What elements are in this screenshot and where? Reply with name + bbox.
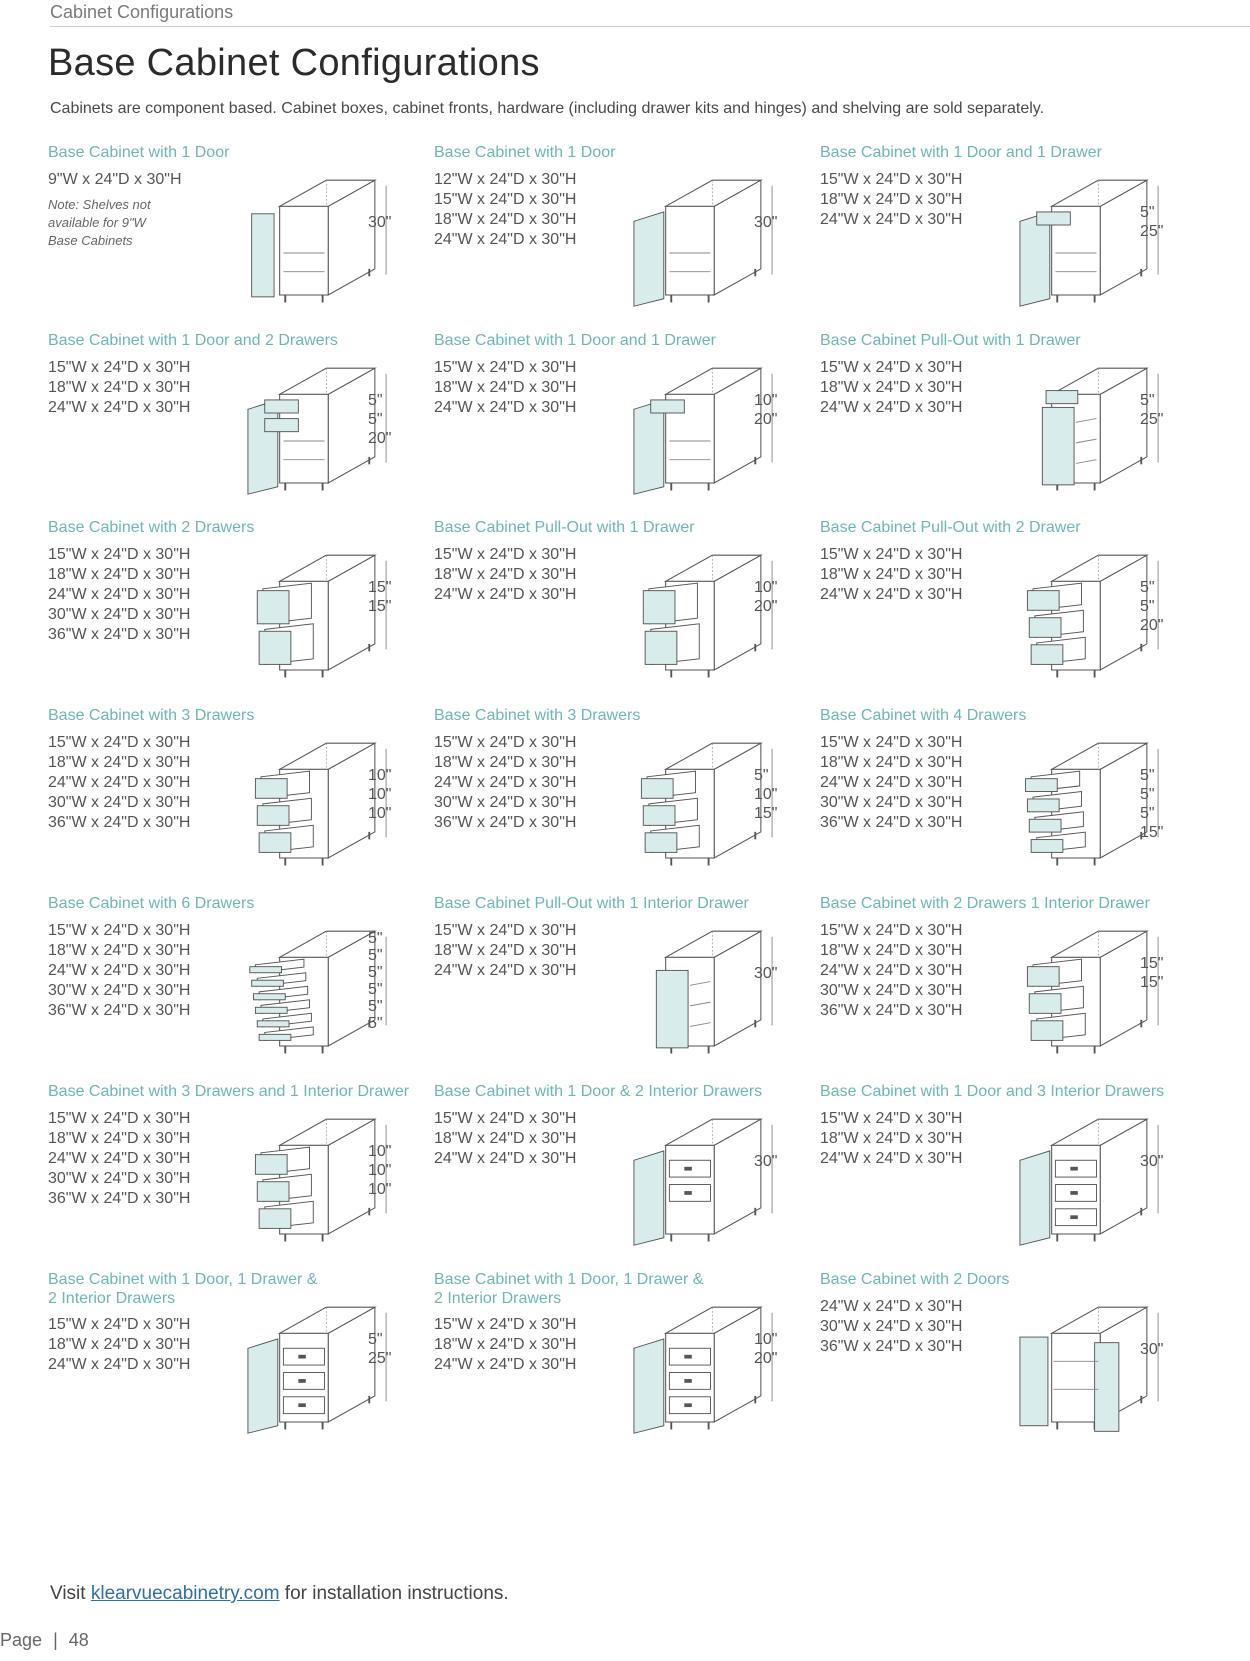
cabinet-title bbox=[434, 1082, 834, 1101]
cabinet-config bbox=[48, 143, 448, 333]
cabinet-config bbox=[434, 706, 834, 896]
dimension-label: 30" bbox=[754, 214, 778, 231]
dimension-label: 20" bbox=[754, 598, 778, 615]
size-option: 18"W x 24"D x 30"H bbox=[48, 1336, 191, 1353]
cabinet-title-line: Base Cabinet Pull-Out with 1 Drawer bbox=[434, 519, 695, 536]
cabinet-title-line: Base Cabinet Pull-Out with 1 Drawer bbox=[820, 332, 1081, 349]
size-option: 24"W x 24"D x 30"H bbox=[820, 774, 963, 791]
dimension-labels bbox=[754, 391, 777, 429]
dimension-label: 30" bbox=[1140, 1341, 1164, 1358]
page-separator: | bbox=[53, 1630, 58, 1650]
cabinet-title bbox=[820, 331, 1220, 350]
footer-pre: Visit bbox=[50, 1583, 91, 1604]
page-number-value: 48 bbox=[68, 1630, 89, 1650]
cabinet-title bbox=[820, 143, 1220, 162]
cabinet-title bbox=[434, 331, 834, 350]
dimension-labels bbox=[1140, 766, 1163, 842]
dimension-label: 5" bbox=[1140, 786, 1155, 803]
cabinet-title-line: Base Cabinet with 3 Drawers and 1 Interior Drawer bbox=[48, 1083, 410, 1100]
size-option: 18"W x 24"D x 30"H bbox=[434, 754, 577, 771]
dimension-label: 15" bbox=[1140, 824, 1164, 841]
cabinet-illustration bbox=[604, 169, 774, 309]
cabinet-title-line: Base Cabinet with 1 Door and 3 Interior Drawers bbox=[820, 1083, 1165, 1100]
cabinet-illustration bbox=[218, 732, 388, 872]
cabinet-config bbox=[48, 894, 448, 1084]
dimension-label: 30" bbox=[1140, 1153, 1164, 1170]
cabinet-config bbox=[820, 894, 1220, 1084]
dimension-label: 5" bbox=[1140, 392, 1155, 409]
size-option: 18"W x 24"D x 30"H bbox=[820, 379, 963, 396]
size-list bbox=[48, 170, 182, 190]
size-option: 24"W x 24"D x 30"H bbox=[48, 962, 191, 979]
size-option: 24"W x 24"D x 30"H bbox=[434, 774, 577, 791]
dimension-label: 15" bbox=[368, 579, 392, 596]
size-option: 15"W x 24"D x 30"H bbox=[434, 546, 577, 563]
size-option: 30"W x 24"D x 30"H bbox=[48, 606, 191, 623]
cabinet-title-line: Base Cabinet with 1 Door bbox=[48, 144, 230, 161]
dimension-label: 15" bbox=[1140, 955, 1164, 972]
cabinet-title-line: Base Cabinet with 3 Drawers bbox=[48, 707, 255, 724]
size-option: 36"W x 24"D x 30"H bbox=[48, 1002, 191, 1019]
dimension-labels bbox=[368, 1142, 391, 1199]
cabinet-config bbox=[48, 706, 448, 896]
dimension-label: 5" bbox=[1140, 598, 1155, 615]
size-option: 15"W x 24"D x 30"H bbox=[820, 546, 963, 563]
size-option: 15"W x 24"D x 30"H bbox=[820, 922, 963, 939]
dimension-label: 5" bbox=[1140, 204, 1155, 221]
size-list bbox=[434, 170, 576, 250]
size-option: 18"W x 24"D x 30"H bbox=[48, 1130, 191, 1147]
size-option: 18"W x 24"D x 30"H bbox=[820, 754, 963, 771]
cabinet-note-line: available for 9"W bbox=[48, 215, 146, 230]
dimension-label: 10" bbox=[368, 786, 392, 803]
size-option: 30"W x 24"D x 30"H bbox=[820, 794, 963, 811]
size-list bbox=[434, 545, 576, 605]
size-option: 24"W x 24"D x 30"H bbox=[820, 399, 963, 416]
dimension-label: 10" bbox=[368, 805, 392, 822]
size-option: 24"W x 24"D x 30"H bbox=[434, 586, 577, 603]
dimension-label: 15" bbox=[754, 805, 778, 822]
size-list bbox=[48, 733, 190, 833]
cabinet-illustration bbox=[990, 357, 1160, 497]
dimension-label: 5" bbox=[1140, 805, 1155, 822]
size-list bbox=[434, 358, 576, 418]
cabinet-title bbox=[820, 1082, 1220, 1101]
dimension-label: 5" bbox=[368, 964, 383, 981]
size-option: 18"W x 24"D x 30"H bbox=[434, 566, 577, 583]
size-list bbox=[434, 733, 576, 833]
size-option: 24"W x 24"D x 30"H bbox=[820, 962, 963, 979]
size-option: 18"W x 24"D x 30"H bbox=[820, 566, 963, 583]
size-option: 15"W x 24"D x 30"H bbox=[48, 1110, 191, 1127]
size-list bbox=[434, 921, 576, 981]
size-list bbox=[820, 358, 962, 418]
cabinet-config bbox=[820, 518, 1220, 708]
cabinet-title-line: Base Cabinet with 2 Drawers 1 Interior Drawer bbox=[820, 895, 1150, 912]
size-option: 15"W x 24"D x 30"H bbox=[434, 734, 577, 751]
cabinet-config bbox=[820, 1270, 1220, 1460]
dimension-label: 5" bbox=[368, 930, 383, 947]
size-option: 18"W x 24"D x 30"H bbox=[434, 211, 577, 228]
cabinet-illustration bbox=[218, 920, 388, 1060]
dimension-label: 25" bbox=[368, 1350, 392, 1367]
dimension-label: 5" bbox=[1140, 767, 1155, 784]
size-option: 15"W x 24"D x 30"H bbox=[820, 359, 963, 376]
cabinet-title bbox=[48, 331, 448, 350]
dimension-labels bbox=[368, 578, 391, 616]
dimension-labels bbox=[1140, 391, 1163, 429]
dimension-label: 5" bbox=[368, 981, 383, 998]
size-list bbox=[820, 545, 962, 605]
size-list bbox=[48, 358, 190, 418]
size-option: 24"W x 24"D x 30"H bbox=[48, 1150, 191, 1167]
cabinet-title bbox=[434, 706, 834, 725]
cabinet-illustration bbox=[604, 1296, 774, 1436]
cabinet-title bbox=[48, 706, 448, 725]
size-option: 18"W x 24"D x 30"H bbox=[48, 754, 191, 771]
cabinet-config bbox=[48, 331, 448, 521]
size-list bbox=[434, 1109, 576, 1169]
size-option: 18"W x 24"D x 30"H bbox=[434, 379, 577, 396]
dimension-labels bbox=[368, 766, 391, 823]
cabinet-config bbox=[48, 1270, 448, 1460]
dimension-label: 20" bbox=[754, 411, 778, 428]
cabinet-title-line: Base Cabinet with 3 Drawers bbox=[434, 707, 641, 724]
cabinet-config bbox=[48, 518, 448, 708]
page-title: Base Cabinet Configurations bbox=[48, 42, 540, 84]
cabinet-title-line: Base Cabinet with 2 Doors bbox=[820, 1271, 1010, 1288]
cabinet-title-line: Base Cabinet with 4 Drawers bbox=[820, 707, 1027, 724]
dimension-labels bbox=[754, 578, 777, 616]
cabinet-title-line: Base Cabinet Pull-Out with 1 Interior Drawer bbox=[434, 895, 749, 912]
dimension-label: 5" bbox=[754, 767, 769, 784]
size-option: 24"W x 24"D x 30"H bbox=[48, 1356, 191, 1373]
size-list bbox=[820, 733, 962, 833]
cabinet-title bbox=[820, 1270, 1220, 1289]
dimension-label: 5" bbox=[1140, 579, 1155, 596]
dimension-label: 20" bbox=[368, 430, 392, 447]
cabinet-title bbox=[434, 518, 834, 537]
dimension-label: 15" bbox=[1140, 974, 1164, 991]
size-option: 15"W x 24"D x 30"H bbox=[820, 1110, 963, 1127]
cabinet-title-line: Base Cabinet with 1 Door & 2 Interior Drawers bbox=[434, 1083, 763, 1100]
header-rule bbox=[50, 26, 1250, 27]
cabinet-config bbox=[434, 331, 834, 521]
dimension-label: 10" bbox=[368, 1143, 392, 1160]
size-option: 24"W x 24"D x 30"H bbox=[434, 962, 577, 979]
size-option: 18"W x 24"D x 30"H bbox=[48, 942, 191, 959]
size-list bbox=[434, 1315, 576, 1375]
cabinet-config bbox=[434, 518, 834, 708]
cabinet-title-line: Base Cabinet with 1 Door, 1 Drawer & bbox=[48, 1271, 318, 1288]
size-option: 30"W x 24"D x 30"H bbox=[434, 794, 577, 811]
size-option: 15"W x 24"D x 30"H bbox=[434, 359, 577, 376]
cabinet-title bbox=[434, 143, 834, 162]
cabinet-title-line: Base Cabinet with 1 Door and 2 Drawers bbox=[48, 332, 338, 349]
dimension-label: 5" bbox=[368, 411, 383, 428]
cabinet-config bbox=[434, 894, 834, 1084]
size-option: 24"W x 24"D x 30"H bbox=[820, 1150, 963, 1167]
cabinet-title-line: Base Cabinet with 6 Drawers bbox=[48, 895, 255, 912]
size-list bbox=[48, 921, 190, 1021]
size-list bbox=[48, 1315, 190, 1375]
size-option: 15"W x 24"D x 30"H bbox=[48, 359, 191, 376]
dimension-labels bbox=[1140, 203, 1163, 241]
size-option: 30"W x 24"D x 30"H bbox=[48, 794, 191, 811]
size-option: 24"W x 24"D x 30"H bbox=[48, 399, 191, 416]
dimension-labels bbox=[1140, 1152, 1163, 1171]
dimension-label: 10" bbox=[368, 1162, 392, 1179]
dimension-label: 30" bbox=[368, 214, 392, 231]
size-option: 12"W x 24"D x 30"H bbox=[434, 171, 577, 188]
size-option: 24"W x 24"D x 30"H bbox=[48, 774, 191, 791]
footer-post: for installation instructions. bbox=[279, 1583, 509, 1604]
size-list bbox=[820, 170, 962, 230]
cabinet-illustration bbox=[604, 1108, 774, 1248]
dimension-labels bbox=[368, 1330, 391, 1368]
dimension-label: 10" bbox=[754, 392, 778, 409]
size-option: 15"W x 24"D x 30"H bbox=[48, 922, 191, 939]
cabinet-title-line: Base Cabinet with 2 Drawers bbox=[48, 519, 255, 536]
cabinet-illustration bbox=[218, 169, 388, 309]
cabinet-note-line: Note: Shelves not bbox=[48, 197, 151, 212]
size-option: 30"W x 24"D x 30"H bbox=[820, 1318, 963, 1335]
size-option: 18"W x 24"D x 30"H bbox=[820, 942, 963, 959]
dimension-labels bbox=[754, 766, 777, 823]
cabinet-title bbox=[48, 143, 448, 162]
cabinet-title bbox=[48, 894, 448, 913]
size-option: 24"W x 24"D x 30"H bbox=[48, 586, 191, 603]
size-option: 18"W x 24"D x 30"H bbox=[434, 1336, 577, 1353]
cabinet-illustration bbox=[218, 544, 388, 684]
size-option: 15"W x 24"D x 30"H bbox=[48, 1316, 191, 1333]
size-option: 24"W x 24"D x 30"H bbox=[434, 1150, 577, 1167]
size-option: 30"W x 24"D x 30"H bbox=[48, 982, 191, 999]
size-option: 18"W x 24"D x 30"H bbox=[48, 379, 191, 396]
dimension-label: 15" bbox=[368, 598, 392, 615]
size-option: 18"W x 24"D x 30"H bbox=[820, 191, 963, 208]
cabinet-config bbox=[820, 706, 1220, 896]
cabinet-config bbox=[820, 143, 1220, 333]
dimension-label: 25" bbox=[1140, 411, 1164, 428]
page-number bbox=[0, 1630, 89, 1651]
cabinet-title bbox=[820, 518, 1220, 537]
cabinet-illustration bbox=[604, 544, 774, 684]
size-option: 36"W x 24"D x 30"H bbox=[48, 626, 191, 643]
cabinet-title-line: Base Cabinet with 1 Door and 1 Drawer bbox=[434, 332, 716, 349]
size-list bbox=[48, 1109, 190, 1209]
size-list bbox=[820, 1297, 962, 1357]
cabinet-illustration bbox=[990, 732, 1160, 872]
size-option: 36"W x 24"D x 30"H bbox=[820, 1338, 963, 1355]
size-option: 36"W x 24"D x 30"H bbox=[820, 1002, 963, 1019]
size-option: 24"W x 24"D x 30"H bbox=[820, 1298, 963, 1315]
size-option: 24"W x 24"D x 30"H bbox=[434, 399, 577, 416]
cabinet-illustration bbox=[990, 544, 1160, 684]
size-option: 24"W x 24"D x 30"H bbox=[820, 586, 963, 603]
size-option: 24"W x 24"D x 30"H bbox=[434, 231, 577, 248]
size-option: 15"W x 24"D x 30"H bbox=[434, 1110, 577, 1127]
size-option: 15"W x 24"D x 30"H bbox=[48, 734, 191, 751]
cabinet-illustration bbox=[990, 1296, 1160, 1436]
dimension-label: 10" bbox=[754, 786, 778, 803]
cabinet-config bbox=[48, 1082, 448, 1272]
cabinet-illustration bbox=[218, 1108, 388, 1248]
cabinet-config bbox=[434, 1270, 834, 1460]
cabinet-title bbox=[48, 518, 448, 537]
size-option: 36"W x 24"D x 30"H bbox=[820, 814, 963, 831]
dimension-label: 5" bbox=[368, 1015, 383, 1032]
size-option: 24"W x 24"D x 30"H bbox=[434, 1356, 577, 1373]
size-option: 18"W x 24"D x 30"H bbox=[434, 942, 577, 959]
cabinet-illustration bbox=[990, 169, 1160, 309]
size-option: 30"W x 24"D x 30"H bbox=[820, 982, 963, 999]
cabinet-config bbox=[434, 1082, 834, 1272]
dimension-labels bbox=[368, 930, 383, 1032]
cabinet-title-line: 2 Interior Drawers bbox=[48, 1290, 176, 1307]
size-list bbox=[820, 1109, 962, 1169]
size-option: 18"W x 24"D x 30"H bbox=[48, 566, 191, 583]
dimension-label: 20" bbox=[1140, 617, 1164, 634]
dimension-label: 10" bbox=[368, 1181, 392, 1198]
size-option: 15"W x 24"D x 30"H bbox=[434, 1316, 577, 1333]
cabinet-note-line: Base Cabinets bbox=[48, 233, 133, 248]
cabinet-illustration bbox=[604, 732, 774, 872]
cabinet-config bbox=[820, 1082, 1220, 1272]
dimension-label: 5" bbox=[368, 998, 383, 1015]
dimension-label: 30" bbox=[754, 965, 778, 982]
size-option: 30"W x 24"D x 30"H bbox=[48, 1170, 191, 1187]
dimension-label: 10" bbox=[754, 579, 778, 596]
dimension-labels bbox=[1140, 954, 1163, 992]
cabinet-title bbox=[820, 894, 1220, 913]
cabinet-title-line: Base Cabinet with 1 Door, 1 Drawer & bbox=[434, 1271, 704, 1288]
size-option: 15"W x 24"D x 30"H bbox=[820, 734, 963, 751]
dimension-label: 5" bbox=[368, 947, 383, 964]
size-option: 15"W x 24"D x 30"H bbox=[820, 171, 963, 188]
cabinet-title-line: Base Cabinet Pull-Out with 2 Drawer bbox=[820, 519, 1081, 536]
cabinet-illustration bbox=[990, 920, 1160, 1060]
cabinet-title bbox=[820, 706, 1220, 725]
cabinet-illustration bbox=[604, 920, 774, 1060]
size-option: 18"W x 24"D x 30"H bbox=[434, 1130, 577, 1147]
size-option: 18"W x 24"D x 30"H bbox=[820, 1130, 963, 1147]
cabinet-config bbox=[820, 331, 1220, 521]
size-option: 36"W x 24"D x 30"H bbox=[434, 814, 577, 831]
size-option: 15"W x 24"D x 30"H bbox=[48, 546, 191, 563]
cabinet-illustration bbox=[218, 1296, 388, 1436]
size-option: 24"W x 24"D x 30"H bbox=[820, 211, 963, 228]
dimension-label: 10" bbox=[368, 767, 392, 784]
website-link[interactable]: klearvuecabinetry.com bbox=[90, 1583, 280, 1604]
cabinet-note bbox=[48, 196, 178, 250]
dimension-labels bbox=[754, 213, 777, 232]
dimension-labels bbox=[754, 964, 777, 983]
dimension-label: 30" bbox=[754, 1153, 778, 1170]
cabinet-illustration bbox=[604, 357, 774, 497]
dimension-labels bbox=[754, 1330, 777, 1368]
dimension-labels bbox=[368, 391, 391, 448]
footer-note bbox=[50, 1583, 509, 1605]
size-option: 15"W x 24"D x 30"H bbox=[434, 922, 577, 939]
intro-text: Cabinets are component based. Cabinet boxes, cabinet fronts, hardware (including drawer kits and hinges) and shelving are sold separately. bbox=[50, 100, 1045, 117]
size-option: 9"W x 24"D x 30"H bbox=[48, 171, 182, 188]
cabinet-title bbox=[48, 1082, 448, 1101]
cabinet-illustration bbox=[218, 357, 388, 497]
dimension-label: 20" bbox=[754, 1350, 778, 1367]
dimension-labels bbox=[754, 1152, 777, 1171]
size-option: 36"W x 24"D x 30"H bbox=[48, 1190, 191, 1207]
dimension-label: 5" bbox=[368, 1331, 383, 1348]
cabinet-title-line: Base Cabinet with 1 Door bbox=[434, 144, 616, 161]
cabinet-config bbox=[434, 143, 834, 333]
dimension-label: 10" bbox=[754, 1331, 778, 1348]
cabinet-title bbox=[434, 894, 834, 913]
cabinet-title-line: Base Cabinet with 1 Door and 1 Drawer bbox=[820, 144, 1102, 161]
dimension-labels bbox=[368, 213, 391, 232]
size-option: 15"W x 24"D x 30"H bbox=[434, 191, 577, 208]
size-list bbox=[48, 545, 190, 645]
size-list bbox=[820, 921, 962, 1021]
dimension-label: 25" bbox=[1140, 223, 1164, 240]
cabinet-illustration bbox=[990, 1108, 1160, 1248]
dimension-labels bbox=[1140, 578, 1163, 635]
cabinet-title-line: 2 Interior Drawers bbox=[434, 1290, 562, 1307]
size-option: 36"W x 24"D x 30"H bbox=[48, 814, 191, 831]
section-label: Cabinet Configurations bbox=[50, 2, 234, 22]
dimension-label: 5" bbox=[368, 392, 383, 409]
page-label: Page bbox=[0, 1630, 43, 1650]
dimension-labels bbox=[1140, 1340, 1163, 1359]
